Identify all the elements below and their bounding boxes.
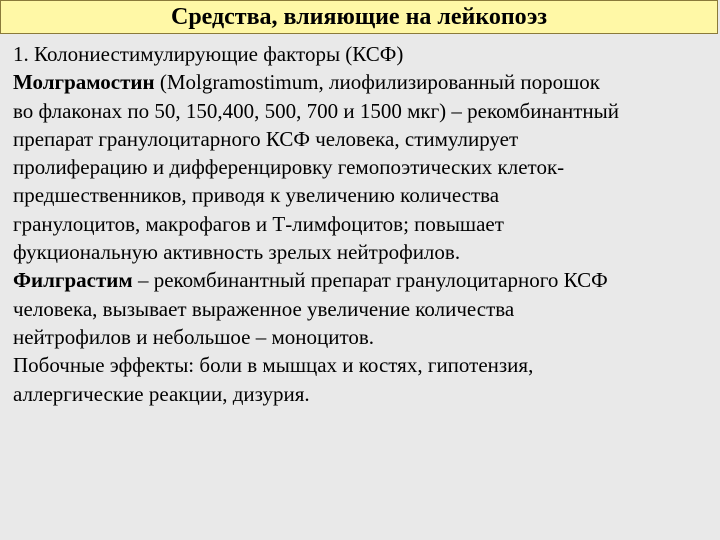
side-effects-line-2: аллергические реакции, дизурия.: [13, 381, 310, 406]
drug2-paragraph-line-1: [13, 266, 717, 294]
drug2-line1-text: – рекомбинантный препарат гранулоцитарного КСФ: [132, 268, 608, 293]
slide-body: [13, 40, 717, 408]
drug2-name: Филграстим: [13, 268, 133, 293]
slide-title: Средства, влияющие на лейкопоэз: [171, 4, 547, 30]
drug1-line-5: предшественников, приводя к увеличению количества: [13, 183, 500, 208]
section-heading: 1. Колониестимулирующие факторы (КСФ): [13, 42, 404, 66]
drug2-line-3: нейтрофилов и небольшое – моноцитов.: [13, 324, 375, 349]
slide-title-bar: [0, 0, 718, 34]
drug1-line-3: препарат гранулоцитарного КСФ человека, стимулирует: [13, 126, 519, 151]
drug1-line-7: фукциональную активность зрелых нейтрофилов.: [13, 240, 461, 265]
drug1-line-2: во флаконах по 50, 150,400, 500, 700 и 1500 мкг) – рекомбинантный: [13, 98, 620, 123]
drug1-line-6: гранулоцитов, макрофагов и Т-лимфоцитов; повышает: [13, 211, 504, 236]
drug1-paragraph-line-1: [13, 68, 717, 96]
drug1-name: Молграмостин: [13, 70, 155, 95]
drug1-line1-text: (Molgramostimum, лиофилизированный порошок: [154, 70, 601, 95]
side-effects-line-1: Побочные эффекты: боли в мышцах и костях, гипотензия,: [13, 353, 534, 378]
drug2-line-2: человека, вызывает выраженное увеличение количества: [13, 296, 515, 321]
drug1-line-4: пролиферацию и дифференцировку гемопоэтических клеток-: [13, 155, 565, 180]
